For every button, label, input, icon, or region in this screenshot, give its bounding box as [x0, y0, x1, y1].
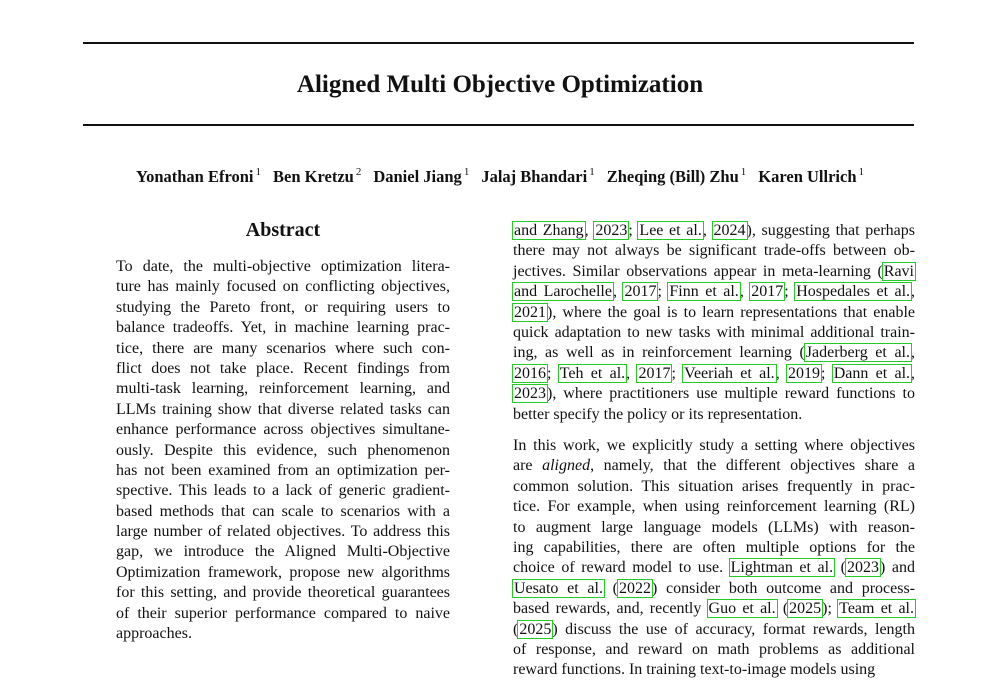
citation-link[interactable]: Lee et al. [639, 222, 702, 239]
text-segment: , [702, 222, 713, 239]
intro-paragraph-2 [513, 436, 915, 681]
text-segment: of response, and reward on math problems as additional [513, 640, 915, 658]
intro-paragraph-1 [513, 221, 915, 425]
citation-link[interactable]: Lightman et al. [730, 559, 834, 577]
citation-link[interactable]: and Larochelle [514, 283, 612, 301]
text-segment: ( [603, 579, 618, 597]
affiliation-marker: 1 [463, 166, 470, 178]
author-list [0, 160, 1000, 189]
text-segment: , [626, 364, 638, 382]
abstract-line: To date, the multi-objective optimization litera- [116, 258, 450, 275]
citation-link[interactable]: 2023 [514, 385, 546, 403]
text-segment: ; [628, 222, 639, 239]
text-segment: choice of reward model to use. [513, 559, 730, 577]
text-line [513, 436, 915, 456]
text-segment: ; [671, 364, 684, 382]
abstract-line: enhance performance across objectives simultane- [116, 421, 450, 439]
text-segment: ), suggesting that perhaps [746, 222, 916, 239]
text-segment: ing, as well as in reinforcement learning ( [513, 344, 805, 362]
author-name: Daniel Jiang [373, 166, 462, 186]
citation-link[interactable]: 2025 [789, 600, 822, 618]
citation-link[interactable]: Guo et al. [708, 600, 776, 618]
text-line [513, 262, 915, 282]
citation-link[interactable]: 2017 [624, 283, 657, 301]
author-name: Zheqing (Bill) Zhu [606, 166, 739, 186]
top-rule [83, 42, 914, 44]
citation-link[interactable]: 2024 [713, 222, 746, 239]
citation-link[interactable]: and Zhang [514, 222, 584, 239]
text-line [513, 518, 915, 538]
text-segment: ) and [880, 559, 915, 577]
citation-link[interactable]: 2023 [847, 559, 879, 577]
citation-link[interactable]: 2017 [638, 364, 671, 382]
text-segment: , namely, that the different objectives share a [590, 457, 916, 475]
text-line [513, 241, 915, 261]
abstract-line: studying the Pareto front, or requiring users to [116, 298, 450, 316]
text-segment: , [739, 283, 751, 301]
abstract-line: of their superior performance compared to naive [116, 604, 450, 622]
text-segment: reward functions. In training text-to-image models using [513, 661, 876, 679]
text-segment: there may not always be significant trade-offs between ob- [513, 242, 915, 260]
paper-title: Aligned Multi Objective Optimization [296, 71, 704, 98]
text-segment: based rewards, and, recently [513, 600, 708, 618]
citation-link[interactable]: 2017 [751, 283, 784, 301]
text-segment: , [775, 364, 787, 382]
affiliation-marker: 1 [255, 166, 262, 178]
affiliation-marker: 1 [589, 166, 595, 178]
abstract-line: large number of related objectives. To address this [116, 523, 450, 541]
text-line [513, 497, 915, 517]
emphasis-text: aligned [542, 457, 591, 475]
citation-link[interactable]: Veeriah et al. [684, 364, 775, 382]
text-line [513, 364, 915, 384]
abstract-line: ously. Despite this evidence, such phenomenon [116, 441, 450, 459]
citation-link[interactable]: 2016 [514, 364, 546, 382]
abstract-line: LLMs training show that diverse related tasks can [116, 400, 450, 418]
abstract-line: for this setting, and provide theoretical guarantees [116, 584, 450, 602]
affiliation-marker: 1 [740, 166, 747, 178]
abstract-line: has not been examined from an optimization per- [116, 461, 450, 479]
citation-link[interactable]: Dann et al. [833, 364, 911, 382]
text-segment: In this work, we explicitly study a setting where objectives [513, 437, 915, 454]
text-segment: common solution. This situation arises frequently in prac- [513, 477, 915, 495]
text-segment: ( [776, 600, 789, 618]
text-segment: are [513, 457, 543, 475]
text-segment: ), where practitioners use multiple reward functions to [547, 385, 915, 403]
text-segment: better specify the policy or its representation. [513, 405, 803, 423]
citation-link[interactable]: 2025 [519, 620, 552, 638]
author-name: Ben Kretzu [273, 166, 354, 186]
affiliation-marker: 1 [858, 166, 865, 178]
text-segment: , [911, 364, 916, 382]
citation-link[interactable]: Uesato et al. [514, 579, 603, 597]
affiliation-marker: 2 [355, 166, 362, 178]
citation-link[interactable]: Jaderberg et al. [805, 344, 910, 362]
citation-link[interactable]: Ravi [883, 262, 914, 280]
text-segment: , [911, 344, 915, 362]
citation-link[interactable]: 2023 [595, 222, 628, 239]
text-segment: , [612, 283, 624, 301]
author [136, 167, 261, 186]
text-line [513, 558, 915, 578]
text-line [513, 456, 915, 476]
text-line [513, 303, 915, 323]
text-line [513, 405, 915, 425]
citation-link[interactable]: Team et al. [839, 600, 914, 618]
abstract-line: approaches. [116, 625, 192, 643]
title-bottom-rule [83, 124, 914, 126]
text-line [513, 343, 915, 363]
text-segment: ) discuss the use of accuracy, format rewards, length [552, 620, 915, 638]
text-segment: jectives. Similar observations appear in meta-learning ( [513, 262, 883, 280]
abstract-heading: Abstract [245, 219, 321, 241]
citation-link[interactable]: 2019 [787, 364, 820, 382]
author [273, 167, 361, 186]
text-segment: quick adaptation to new tasks with minimal additional train- [513, 323, 915, 341]
author [607, 167, 747, 186]
abstract-line: gap, we introduce the Aligned Multi-Objective [116, 543, 450, 561]
citation-link[interactable]: 2022 [618, 579, 651, 597]
author [373, 167, 469, 186]
citation-link[interactable]: Finn et al. [669, 283, 739, 301]
text-line [513, 323, 915, 343]
abstract-line: flict does not take place. Recent findings from [116, 359, 450, 377]
abstract-text [116, 257, 450, 644]
text-segment: , [584, 222, 595, 239]
citation-link[interactable]: Hospedales et al. [796, 283, 911, 301]
text-line [513, 640, 915, 660]
text-segment: ; [547, 364, 559, 382]
text-segment: ( [513, 620, 519, 638]
text-segment: ( [834, 559, 846, 577]
text-segment: , [911, 283, 916, 301]
abstract-line: based methods that can scale to scenarios with a [116, 502, 450, 520]
text-line [513, 477, 915, 497]
abstract-line: balance tradeoffs. Yet, in machine learning prac- [116, 319, 450, 337]
abstract-line: multi-task learning, reinforcement learning, and [116, 380, 450, 398]
text-segment: ; [820, 364, 833, 382]
author [758, 167, 864, 186]
abstract-line: ture has mainly focused on conflicting objectives, [116, 278, 450, 296]
text-segment: ); [822, 600, 839, 618]
text-line [513, 282, 915, 302]
text-line [513, 221, 915, 241]
author-name: Jalaj Bhandari [481, 166, 588, 186]
abstract-line: tice, there are many scenarios where such con- [116, 339, 450, 357]
author-name: Karen Ullrich [758, 166, 857, 186]
text-line [513, 384, 915, 404]
abstract-line: Optimization framework, propose new algorithms [116, 563, 450, 581]
text-segment: ; [784, 283, 796, 301]
text-segment: ; [657, 283, 669, 301]
text-segment: ), where the goal is to learn representations that enable [547, 303, 915, 321]
author [481, 167, 594, 186]
text-segment: tice. For example, when using reinforcement learning (RL) [513, 498, 915, 516]
text-line [513, 660, 915, 680]
text-line [513, 620, 915, 640]
text-segment: ) consider both outcome and process- [651, 579, 916, 597]
text-line [513, 538, 915, 558]
abstract-line: spective. This leads to a lack of generic gradient- [116, 482, 450, 500]
text-segment: ing capabilities, there are often multiple options for the [513, 538, 915, 556]
citation-link[interactable]: 2021 [514, 303, 546, 321]
author-name: Yonathan Efroni [135, 166, 254, 186]
text-line [513, 579, 915, 599]
text-segment: to augment large language models (LLMs) with reason- [513, 518, 915, 536]
citation-link[interactable]: Teh et al. [559, 364, 626, 382]
text-line [513, 599, 915, 619]
